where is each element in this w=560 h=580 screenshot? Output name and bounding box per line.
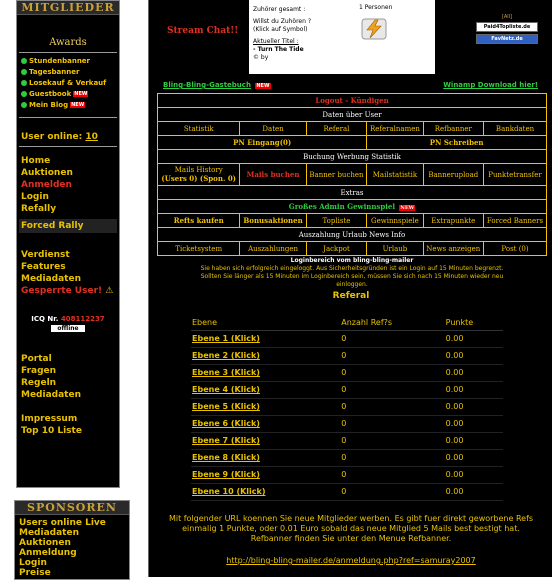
login-info-title: Loginbereich vom bling-bling-mailer [290, 257, 414, 264]
award-item[interactable] [21, 101, 119, 109]
nav-regeln[interactable]: Regeln [21, 378, 57, 388]
members-header: MITGLIEDER [17, 1, 119, 15]
menu-mailstatistik[interactable]: Mailstatistik [367, 164, 423, 186]
referal-table [191, 316, 503, 501]
links-row [163, 81, 538, 89]
nav-auktionen[interactable]: Auktionen [21, 168, 73, 178]
nav-login[interactable]: Login [21, 192, 49, 202]
ref-count: 0 [340, 466, 444, 483]
nav-group-4 [21, 413, 119, 437]
menu-referalnamen[interactable]: Referalnamen [367, 122, 423, 136]
ref-points: 0.00 [445, 483, 503, 500]
menu-referal[interactable]: Referal [306, 122, 367, 136]
new-badge: NEW [400, 205, 415, 211]
award-label: Tagesbanner [29, 68, 80, 76]
menu-topliste[interactable]: Topliste [306, 214, 367, 228]
nav-home[interactable]: Home [21, 156, 51, 166]
pn-schreiben[interactable]: PN Schreiben [367, 136, 547, 150]
menu-bannerupload[interactable]: Bannerupload [423, 164, 484, 186]
nav-verdienst[interactable]: Verdienst [21, 250, 70, 260]
ref-count: 0 [340, 330, 444, 347]
nav-group-3 [21, 353, 119, 401]
sponsor-users-online-live[interactable]: Users online Live [19, 518, 106, 528]
login-info-line1: Sie haben sich erfolgreich eingeloggt. Aus Sicherheitsgründen ist ein Login auf 15 Minuten begrenzt. [200, 265, 504, 272]
sponsors-header: SPONSOREN [15, 501, 129, 515]
table-row [191, 449, 503, 466]
award-label: Stundenbanner [29, 57, 90, 65]
award-label: Mein Blog [29, 101, 69, 109]
sponsor-mediadaten[interactable]: Mediadaten [19, 528, 79, 538]
green-dot-icon [21, 69, 27, 75]
nav-mediadaten[interactable]: Mediadaten [21, 274, 81, 284]
table-row [191, 364, 503, 381]
new-badge: NEW [256, 83, 270, 89]
ref-points: 0.00 [445, 466, 503, 483]
ebene-link[interactable]: Ebene 2 (Klick) [191, 347, 340, 364]
menu-ticketsystem[interactable]: Ticketsystem [158, 242, 240, 256]
guestbook-link[interactable]: Bling-Bling-Gastebuch [163, 81, 251, 89]
table-row [191, 330, 503, 347]
green-dot-icon [21, 58, 27, 64]
nav-group-2 [21, 249, 119, 297]
ebene-link[interactable]: Ebene 3 (Klick) [191, 364, 340, 381]
listen-question: Willst du Zuhören ? [253, 18, 312, 25]
menu-gewinnspiele[interactable]: Gewinnspiele [367, 214, 423, 228]
extras-header: Extras [158, 186, 547, 200]
users-online-label: User online: [21, 132, 83, 142]
referal-title: Referal [332, 291, 370, 301]
nav-mediadaten-2[interactable]: Mediadaten [21, 390, 81, 400]
table-row [191, 483, 503, 500]
users-online-count[interactable]: 10 [85, 132, 98, 142]
icq-label: ICQ Nr. [31, 315, 59, 323]
sponsor-anmeldung[interactable]: Anmeldung [19, 548, 77, 558]
table-row [191, 381, 503, 398]
award-item[interactable] [21, 68, 119, 76]
auszahlung-header: Auszahlung Urlaub News Info [158, 228, 547, 242]
table-row [191, 415, 503, 432]
nav-gesperrte-user[interactable] [21, 285, 119, 297]
user-menu-table [157, 93, 547, 256]
menu-mails-buchen[interactable]: Mails buchen [240, 164, 306, 186]
listen-hint: (Klick auf Symbol) [253, 26, 308, 33]
ref-url-info [149, 514, 553, 544]
ref-count: 0 [340, 347, 444, 364]
ref-points: 0.00 [445, 364, 503, 381]
nav-top10[interactable]: Top 10 Liste [21, 426, 82, 436]
sponsor-auktionen[interactable]: Auktionen [19, 538, 71, 548]
ad-paid4topliste[interactable]: Paid4Topliste.de [476, 22, 538, 32]
icq-status-badge: offline [50, 324, 86, 333]
ref-points: 0.00 [445, 347, 503, 364]
current-title: - Turn The Tide [253, 46, 304, 53]
col-punkte: Punkte [445, 316, 503, 330]
col-ebene: Ebene [191, 316, 340, 330]
ebene-link[interactable]: Ebene 10 (Klick) [191, 483, 340, 500]
warning-icon: ⚠ [105, 286, 114, 296]
winamp-lightning-icon[interactable] [361, 18, 387, 40]
listeners-label: Zuhörer gesamt : [253, 6, 306, 13]
winamp-download-link[interactable]: Winamp Download hier! [443, 81, 538, 89]
ref-url-link[interactable]: http://bling-bling-mailer.de/anmeldung.php?ref=samuray2007 [226, 556, 476, 565]
ebene-link[interactable]: Ebene 4 (Klick) [191, 381, 340, 398]
ref-count: 0 [340, 449, 444, 466]
ref-points: 0.00 [445, 415, 503, 432]
ad-favnetz[interactable]: FavNetz.de [476, 34, 538, 44]
new-badge: NEW [71, 102, 85, 108]
award-item[interactable] [21, 57, 119, 65]
ebene-link[interactable]: Ebene 6 (Klick) [191, 415, 340, 432]
ebene-link[interactable]: Ebene 7 (Klick) [191, 432, 340, 449]
sponsors-sidebar [14, 500, 130, 580]
menu-punktetransfer[interactable]: Punktetransfer [484, 164, 547, 186]
ref-points: 0.00 [445, 330, 503, 347]
ads-label[interactable]: [All] [501, 14, 513, 20]
menu-refbanner[interactable]: Refbanner [423, 122, 484, 136]
menu-daten[interactable]: Daten [240, 122, 306, 136]
mails-history-counts: (Users 0) (Spon. 0) [161, 174, 236, 183]
winamp-widget [249, 0, 435, 74]
ref-points: 0.00 [445, 398, 503, 415]
menu-bankdaten[interactable]: Bankdaten [484, 122, 547, 136]
users-online [21, 132, 119, 142]
table-row [191, 398, 503, 415]
ref-count: 0 [340, 398, 444, 415]
divider [19, 52, 117, 53]
award-item[interactable] [21, 90, 119, 98]
ref-points: 0.00 [445, 432, 503, 449]
menu-post[interactable]: Post (0) [484, 242, 547, 256]
ebene-link[interactable]: Ebene 9 (Klick) [191, 466, 340, 483]
icq-number: 408112237 [60, 315, 105, 323]
ref-info-line1: Mit folgender URL koennen Sie neue Mitglieder werben. Es gibt fuer direkt geworbene Refs [168, 514, 534, 523]
new-badge: NEW [74, 91, 88, 97]
daten-header: Daten über User [158, 108, 547, 122]
nav-forced-rally[interactable]: Forced Rally [19, 219, 117, 233]
divider [19, 117, 117, 118]
ref-info-line2: einmalig 1 Punkte, oder 0.01 Euro sobald das neue Mitglied 5 Mails best bestigt hat. [182, 524, 520, 533]
award-label: Losekauf & Verkauf [29, 79, 107, 87]
table-row [191, 432, 503, 449]
logout-link[interactable]: Logout - Kündigen [158, 94, 547, 108]
award-item[interactable] [21, 79, 119, 87]
table-row [191, 466, 503, 483]
green-dot-icon [21, 80, 27, 86]
ebene-link[interactable]: Ebene 8 (Klick) [191, 449, 340, 466]
ref-count: 0 [340, 483, 444, 500]
menu-urlaub[interactable]: Urlaub [367, 242, 423, 256]
ref-points: 0.00 [445, 381, 503, 398]
login-info-line3: einloggen. [336, 281, 368, 288]
ref-count: 0 [340, 364, 444, 381]
awards-title: Awards [49, 37, 87, 48]
green-dot-icon [21, 102, 27, 108]
ref-info-line3: Refbanner finden Sie unter den Menue Refbanner. [250, 534, 452, 543]
ref-count: 0 [340, 381, 444, 398]
menu-banner-buchen[interactable]: Banner buchen [306, 164, 367, 186]
menu-statistik[interactable]: Statistik [158, 122, 240, 136]
nav-refally[interactable]: Refally [21, 204, 57, 214]
mails-history-label: Mails History [174, 166, 223, 174]
divider [19, 146, 117, 147]
menu-extrapunkte[interactable]: Extrapunkte [423, 214, 484, 228]
login-info-line2: Sollten Sie länger als 15 Minuten im Loginbereich sein, müssen Sie sich nach 15 Minuten wieder neu [200, 273, 504, 280]
ref-count: 0 [340, 415, 444, 432]
menu-refts-kaufen[interactable]: Refts kaufen [158, 214, 240, 228]
ref-count: 0 [340, 432, 444, 449]
members-sidebar [16, 0, 120, 488]
login-info [157, 257, 547, 289]
menu-news-anzeigen[interactable]: News anzeigen [423, 242, 484, 256]
table-row [191, 347, 503, 364]
stream-chat-link[interactable]: Stream Chat!! [167, 26, 239, 36]
nav-portal[interactable]: Portal [21, 354, 52, 364]
nav-features[interactable]: Features [21, 262, 66, 272]
gewinnspiel-link[interactable]: Großes Admin Gewinnspiel [288, 202, 396, 211]
nav-group-1 [21, 155, 119, 215]
sponsors-list [19, 518, 129, 578]
sponsor-preise[interactable]: Preise [19, 568, 51, 578]
nav-impressum[interactable]: Impressum [21, 414, 78, 424]
icq-info [17, 315, 119, 333]
ebene-link[interactable]: Ebene 5 (Klick) [191, 398, 340, 415]
green-dot-icon [21, 91, 27, 97]
pn-eingang[interactable]: PN Eingang(0) [158, 136, 367, 150]
menu-bonusaktionen[interactable]: Bonusaktionen [240, 214, 306, 228]
menu-forced-banners[interactable]: Forced Banners [484, 214, 547, 228]
current-title-label: Aktueller Titel : [253, 38, 299, 45]
award-label: Guestbook [29, 90, 72, 98]
nav-fragen[interactable]: Fragen [21, 366, 57, 376]
menu-mails-history[interactable] [158, 164, 240, 186]
main-content [148, 0, 552, 577]
menu-auszahlungen[interactable]: Auszahlungen [240, 242, 306, 256]
nav-anmelden[interactable]: Anmelden [21, 180, 72, 190]
ebene-link[interactable]: Ebene 1 (Klick) [191, 330, 340, 347]
ads-area [476, 14, 538, 44]
gesperrte-label: Gesperrte User! [21, 286, 103, 296]
copyright: © by [253, 54, 269, 61]
ref-points: 0.00 [445, 449, 503, 466]
buchung-header: Buchung Werbung Statistik [158, 150, 547, 164]
col-anzahl: Anzahl Ref?s [340, 316, 444, 330]
listeners-value: 1 Personen [359, 4, 393, 11]
menu-jackpot[interactable]: Jackpot [306, 242, 367, 256]
sponsor-login[interactable]: Login [19, 558, 47, 568]
awards-list [17, 57, 119, 109]
gewinnspiel-row[interactable] [158, 200, 547, 214]
